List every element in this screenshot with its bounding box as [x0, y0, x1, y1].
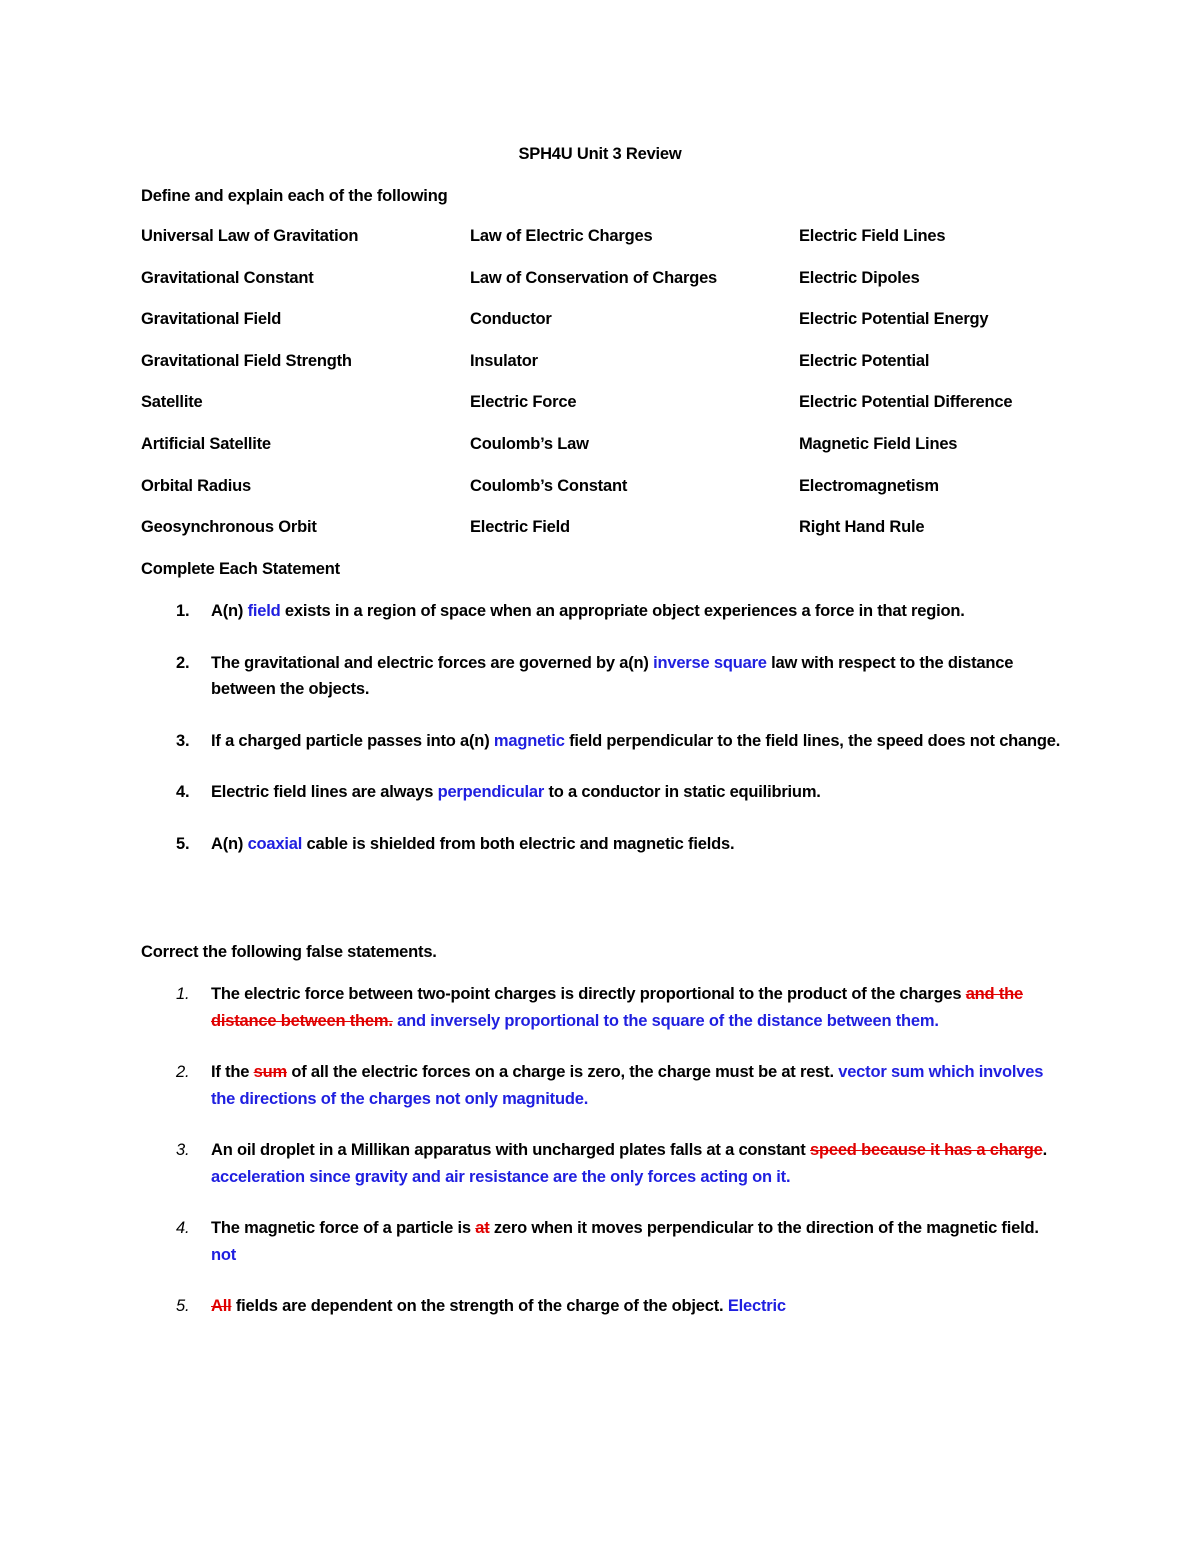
statement-text: The gravitational and electric forces are governed by a(n) [211, 653, 654, 672]
correct-heading: Correct the following false statements. [141, 943, 437, 961]
item-number: 4. [176, 1219, 190, 1237]
statement-text: If a charged particle passes into a(n) [211, 731, 494, 750]
statement-text: An oil droplet in a Millikan apparatus with uncharged plates falls at a constant [211, 1141, 810, 1159]
term-row [141, 474, 1081, 516]
item-number: 1. [176, 602, 190, 620]
answer-text: coaxial [247, 834, 303, 853]
term: Electric Potential Energy [799, 310, 989, 329]
correct-item [141, 1059, 1061, 1112]
term: Law of Conservation of Charges [470, 268, 718, 287]
term: Electric Force [470, 393, 577, 412]
complete-heading: Complete Each Statement [141, 560, 340, 578]
answer-text: inverse square [653, 653, 767, 672]
term-row [141, 349, 1081, 391]
define-heading: Define and explain each of the following [141, 187, 448, 205]
statement-text: field perpendicular to the field lines, the speed does not change. [564, 731, 1061, 750]
term: Gravitational Field [141, 310, 282, 329]
term: Electric Potential Difference [799, 393, 1013, 412]
correct-item [141, 981, 1061, 1034]
answer-text: magnetic [493, 731, 565, 750]
term: Universal Law of Gravitation [141, 227, 359, 245]
statement-text: A(n) [211, 602, 248, 620]
statement-text: fields are dependent on the strength of the charge of the object. [231, 1297, 728, 1315]
statement-text: law with respect to the distance between the objects. [211, 653, 1014, 698]
struck-text: and the distance between them. [211, 985, 1023, 1030]
struck-text: sum [253, 1063, 287, 1081]
term: Coulomb’s Law [470, 434, 589, 453]
term: Law of Electric Charges [470, 227, 653, 245]
item-number: 3. [176, 731, 190, 750]
term: Electric Dipoles [799, 268, 920, 287]
term: Insulator [470, 351, 538, 370]
item-number: 3. [176, 1141, 190, 1159]
page-title: SPH4U Unit 3 Review [518, 145, 682, 163]
term: Electric Field Lines [799, 227, 946, 245]
correction-text: and inversely proportional to the square of the distance between them. [397, 1011, 939, 1030]
statement-text: to a conductor in static equilibrium. [544, 783, 821, 801]
item-number: 2. [176, 653, 190, 672]
statement-text: . [1042, 1141, 1048, 1159]
correct-item [141, 1215, 1061, 1268]
term: Gravitational Field Strength [141, 351, 352, 370]
term-row [141, 266, 1081, 308]
item-number: 5. [176, 834, 190, 853]
term: Gravitational Constant [141, 268, 314, 287]
complete-item [141, 831, 1061, 858]
item-number: 5. [176, 1297, 190, 1315]
term: Conductor [470, 310, 552, 329]
item-number: 1. [176, 985, 190, 1003]
item-number: 2. [176, 1063, 190, 1081]
correction-text: not [211, 1245, 237, 1264]
statement-text: A(n) [211, 834, 248, 853]
term: Magnetic Field Lines [799, 434, 958, 453]
term: Geosynchronous Orbit [141, 518, 317, 537]
term: Electric Potential [799, 351, 930, 370]
statement-text: cable is shielded from both electric and magnetic fields. [302, 834, 735, 853]
answer-text: perpendicular [437, 783, 545, 801]
correct-list [141, 981, 1061, 1320]
term: Coulomb’s Constant [470, 476, 628, 495]
term-row [141, 224, 1081, 266]
term: Artificial Satellite [141, 434, 271, 453]
correction-text: vector sum which involves the directions of the charges not only magnitude. [211, 1063, 1044, 1108]
term: Satellite [141, 393, 203, 412]
statement-text: Electric field lines are always [211, 783, 438, 801]
term: Right Hand Rule [799, 518, 925, 537]
term-row [141, 307, 1081, 349]
term: Electromagnetism [799, 476, 939, 495]
statement-text: The magnetic force of a particle is [211, 1219, 476, 1237]
correct-item [141, 1293, 1061, 1320]
correction-text: Electric [727, 1297, 786, 1315]
statement-text: If the [211, 1063, 254, 1081]
statement-text: of all the electric forces on a charge is zero, the charge must be at rest. [286, 1063, 839, 1081]
term: Electric Field [470, 518, 570, 537]
complete-item [141, 650, 1061, 703]
term-row [141, 432, 1081, 474]
struck-text: All [211, 1297, 232, 1315]
struck-text: speed because it has a charge [810, 1141, 1043, 1159]
struck-text: at [475, 1219, 490, 1237]
complete-item [141, 598, 1061, 625]
term: Orbital Radius [141, 476, 251, 495]
correction-text: acceleration since gravity and air resistance are the only forces acting on it. [211, 1167, 791, 1186]
complete-list [141, 598, 1061, 857]
term-row [141, 515, 1081, 557]
statement-text: zero when it moves perpendicular to the direction of the magnetic field. [489, 1219, 1039, 1237]
statement-text: exists in a region of space when an appropriate object experiences a force in that region. [280, 602, 965, 620]
statement-text: The electric force between two-point charges is directly proportional to the product of the charges [211, 985, 966, 1003]
item-number: 4. [176, 783, 190, 801]
term-row [141, 390, 1081, 432]
complete-item [141, 779, 1061, 806]
complete-item [141, 728, 1061, 755]
correct-item [141, 1137, 1061, 1190]
answer-text: field [247, 602, 281, 620]
terms-table [141, 224, 1081, 557]
